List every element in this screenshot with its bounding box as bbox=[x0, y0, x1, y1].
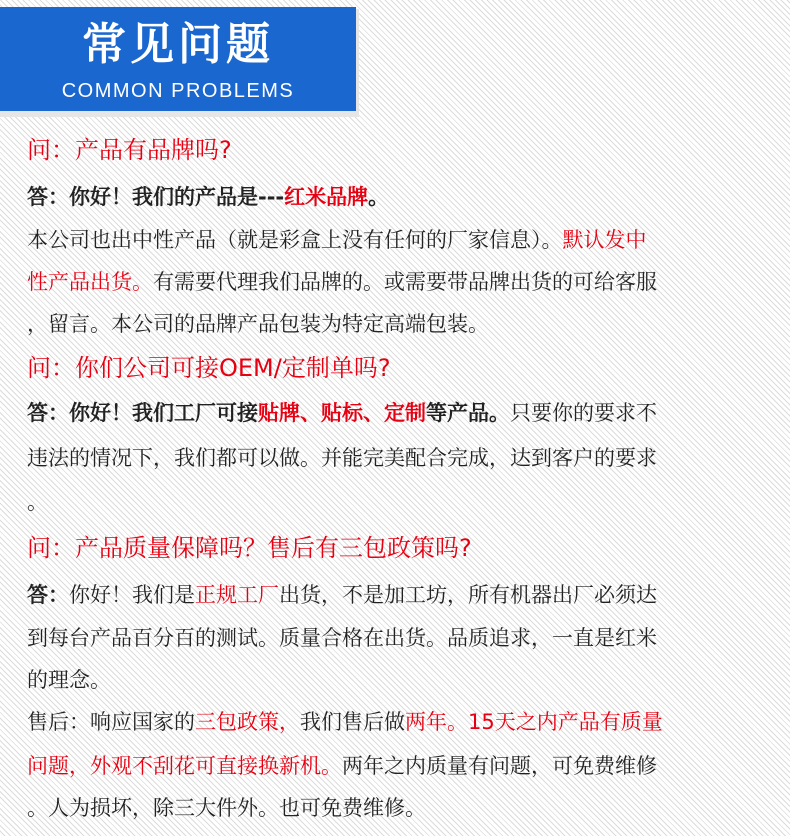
answer-text: 本公司也出中性产品（就是彩盒上没有任何的厂家信息）。 bbox=[27, 228, 563, 252]
after-sales-line-1 bbox=[27, 707, 663, 737]
faq-answer-2-line-1 bbox=[27, 398, 657, 428]
faq-answer-3-line-1 bbox=[27, 580, 657, 610]
answer-highlight: 两年。15天之内产品有质量 bbox=[405, 710, 663, 734]
header-title-cn: 常见问题 bbox=[82, 19, 274, 70]
answer-text: 我们售后做 bbox=[300, 710, 405, 734]
faq-answer-1-line-3 bbox=[27, 267, 657, 297]
section-header bbox=[0, 7, 356, 111]
answer-text: 出货，不是加工坊，所有机器出厂必须达 bbox=[279, 583, 657, 607]
answer-highlight: 贴牌、贴标、定制 bbox=[258, 401, 426, 425]
answer-highlight: 性产品出货。 bbox=[27, 270, 153, 294]
faq-answer-2-line-3: 。 bbox=[27, 490, 48, 514]
answer-highlight: 正规工厂 bbox=[195, 583, 279, 607]
faq-question-3: 问：产品质量保障吗？售后有三包政策吗? bbox=[27, 534, 472, 562]
answer-highlight: 三包政策， bbox=[195, 710, 300, 734]
faq-answer-2-line-2: 违法的情况下，我们都可以做。并能完美配合完成，达到客户的要求 bbox=[27, 446, 657, 470]
faq-answer-1-line-4: ，留言。本公司的品牌产品包装为特定高端包装。 bbox=[27, 312, 489, 336]
answer-text: 等产品。 bbox=[426, 401, 510, 425]
faq-answer-1-line-2 bbox=[27, 225, 647, 255]
brand-highlight: 红米品牌 bbox=[284, 185, 369, 209]
header-title-en: COMMON PROBLEMS bbox=[61, 80, 295, 102]
faq-answer-3-line-2: 到每台产品百分百的测试。质量合格在出货。品质追求，一直是红米 bbox=[27, 626, 657, 650]
answer-text: 答：你好！我们的产品是--- bbox=[27, 185, 285, 209]
after-sales-line-3: 。人为损坏，除三大件外。也可免费维修。 bbox=[27, 796, 426, 820]
answer-text: 有需要代理我们品牌的。或需要带品牌出货的可给客服 bbox=[153, 270, 657, 294]
answer-text: 只要你的要求不 bbox=[510, 401, 657, 425]
answer-text: 两年之内质量有问题，可免费维修 bbox=[342, 754, 657, 778]
faq-question-1: 问：产品有品牌吗? bbox=[27, 136, 232, 164]
faq-answer-1-line-1 bbox=[27, 182, 389, 212]
answer-highlight: 默认发中 bbox=[562, 228, 647, 252]
after-sales-line-2 bbox=[27, 751, 657, 781]
faq-question-2: 问：你们公司可接OEM/定制单吗? bbox=[27, 354, 391, 382]
answer-label: 答： bbox=[27, 583, 69, 607]
answer-text: 答：你好！我们工厂可接 bbox=[27, 401, 258, 425]
answer-text: 售后：响应国家的 bbox=[27, 710, 195, 734]
faq-answer-3-line-3: 的理念。 bbox=[27, 668, 111, 692]
answer-text: 你好！我们是 bbox=[69, 583, 195, 607]
answer-highlight: 问题，外观不刮花可直接换新机。 bbox=[27, 754, 342, 778]
answer-text: 。 bbox=[368, 185, 390, 209]
